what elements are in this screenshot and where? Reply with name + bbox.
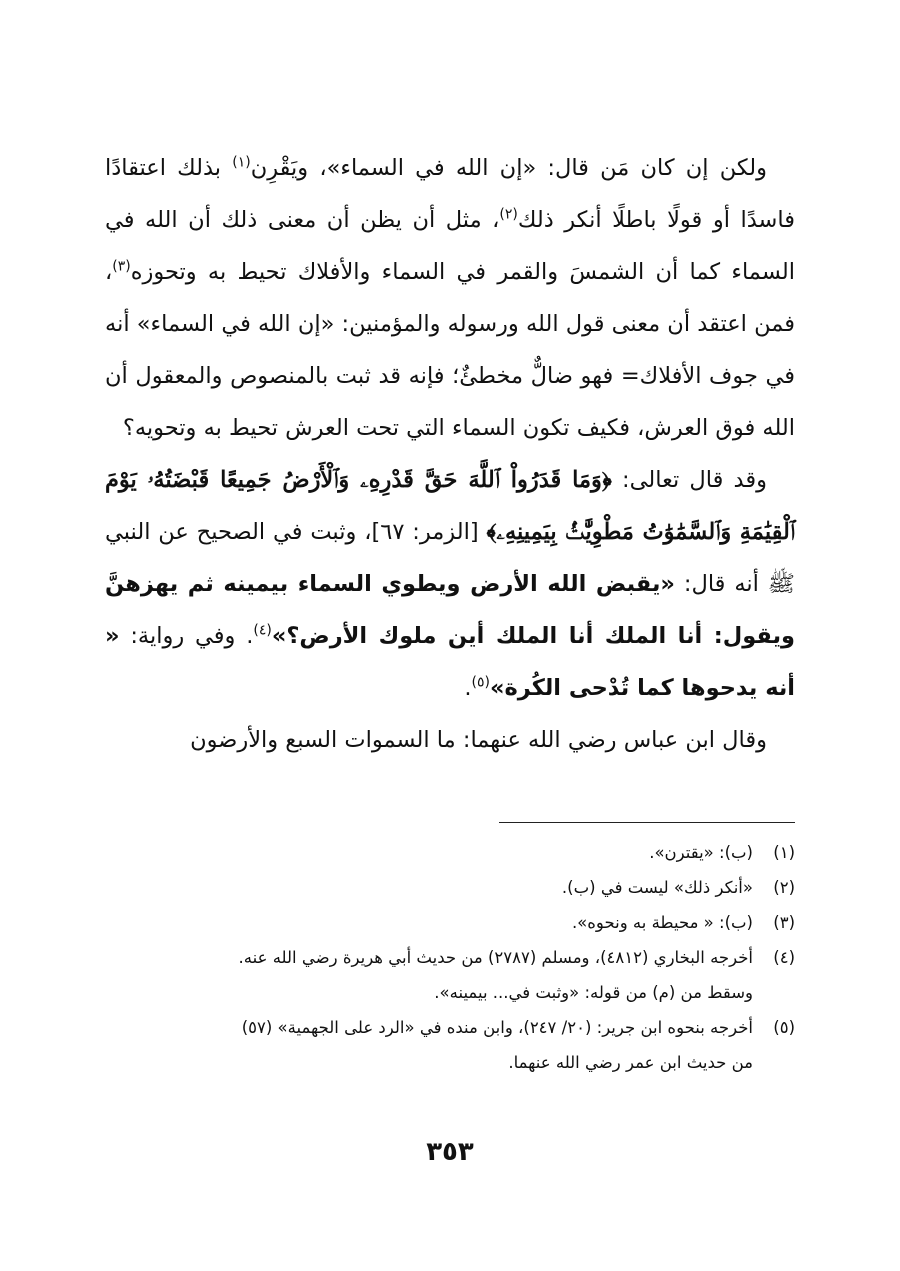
- footnote-1: [105, 835, 795, 870]
- footnote-text: [105, 835, 753, 870]
- paragraph-1-text: ، فمن اعتقد أن معنى قول الله ورسوله والمؤمنين: «إن الله في السماء» أنه في جوف الأفلاك= فهو ضالٌّ مخطئٌ؛ فإنه قد ثبت بالمنصوص والمعقول أن الله فوق العرش، فكيف تكون السماء التي تحت العرش تحيط به وتحويه؟: [105, 259, 795, 441]
- footnote-number: (٤): [773, 948, 795, 967]
- paragraph-1: [105, 142, 795, 454]
- footnote-line: (ب): « محيطة به ونحوه».: [571, 913, 753, 932]
- footnote-4: [105, 940, 795, 1010]
- footnotes: [105, 835, 795, 1080]
- page-number: ٣٥٣: [426, 1137, 474, 1167]
- footnote-line: أخرجه بنحوه ابن جرير: (٢٠/ ٢٤٧)، وابن منده في «الرد على الجهمية» (٥٧): [241, 1018, 753, 1037]
- main-text: [105, 142, 795, 766]
- hadith-quote: « أنه يدحوها كما تُدْحى الكُرة»: [105, 623, 795, 701]
- footnote-ref-2: (٢): [499, 206, 518, 223]
- paragraph-2-text: . وفي رواية:: [119, 623, 254, 649]
- hadith-quote: «يقبض الله الأرض ويطوي السماء بيمينه ثم يهزهنَّ ويقول: أنا الملك أنا الملك أين ملوك الأرض؟»: [105, 571, 795, 649]
- footnote-line: أخرجه البخاري (٤٨١٢)، ومسلم (٢٧٨٧) من حديث أبي هريرة رضي الله عنه.: [238, 948, 753, 967]
- paragraph-1-text: بذلك اعتقادًا فاسدًا أو قولًا باطلًا أنكر ذلك: [105, 155, 795, 233]
- footnote-text: [105, 905, 753, 940]
- footnote-number: (٥): [773, 1018, 795, 1037]
- footnote-text: [105, 940, 753, 1010]
- footnote-line: «أنكر ذلك» ليست في (ب).: [561, 878, 753, 897]
- footnote-text: [105, 1010, 753, 1080]
- quran-verse: ﴿وَمَا قَدَرُواْ ٱللَّهَ حَقَّ قَدْرِهِۦ وَٱلْأَرْضُ جَمِيعًا قَبْضَتُهُۥ يَوْمَ ٱلْقِيَٰمَةِ وَٱلسَّمَٰوَٰتُ مَطْوِيَّٰتُۢ بِيَمِينِهِۦ﴾: [105, 467, 795, 545]
- footnote-line: وسقط من (م) من قوله: «وثبت في... بيمينه».: [434, 983, 753, 1002]
- paragraph-3: [105, 714, 795, 766]
- paragraph-3-text: وقال ابن عباس رضي الله عنهما: ما السموات السبع والأرضون: [190, 727, 767, 753]
- footnote-ref-1: (١): [232, 154, 251, 171]
- footnote-text: [105, 870, 753, 905]
- paragraph-2: [105, 454, 795, 714]
- paragraph-1-text: ، مثل أن يظن أن معنى ذلك أن الله في السماء كما أن الشمسَ والقمر في السماء والأفلاك تحيط به وتحوزه: [105, 207, 795, 285]
- footnote-line: (ب): «يقترن».: [649, 843, 753, 862]
- paragraph-2-text: .: [464, 675, 472, 701]
- footnote-number: (٢): [773, 878, 795, 897]
- footnote-ref-5: (٥): [471, 674, 490, 691]
- footnote-2: [105, 870, 795, 905]
- paragraph-1-text: ولكن إن كان مَن قال: «إن الله في السماء»، ويَقْرِن: [250, 155, 767, 181]
- footnote-divider: [499, 822, 795, 823]
- footnote-ref-3: (٣): [112, 258, 131, 275]
- paragraph-2-text: وقد قال تعالى:: [611, 467, 767, 493]
- footnote-number: (٣): [773, 913, 795, 932]
- footnote-number: (١): [773, 843, 795, 862]
- footnote-line: من حديث ابن عمر رضي الله عنهما.: [508, 1053, 753, 1072]
- footnote-3: [105, 905, 795, 940]
- paragraph-2-text: [الزمر: ٦٧]، وثبت في الصحيح عن النبي ﷺ أنه قال:: [105, 519, 795, 597]
- footnote-ref-4: (٤): [253, 622, 272, 639]
- footnote-5: [105, 1010, 795, 1080]
